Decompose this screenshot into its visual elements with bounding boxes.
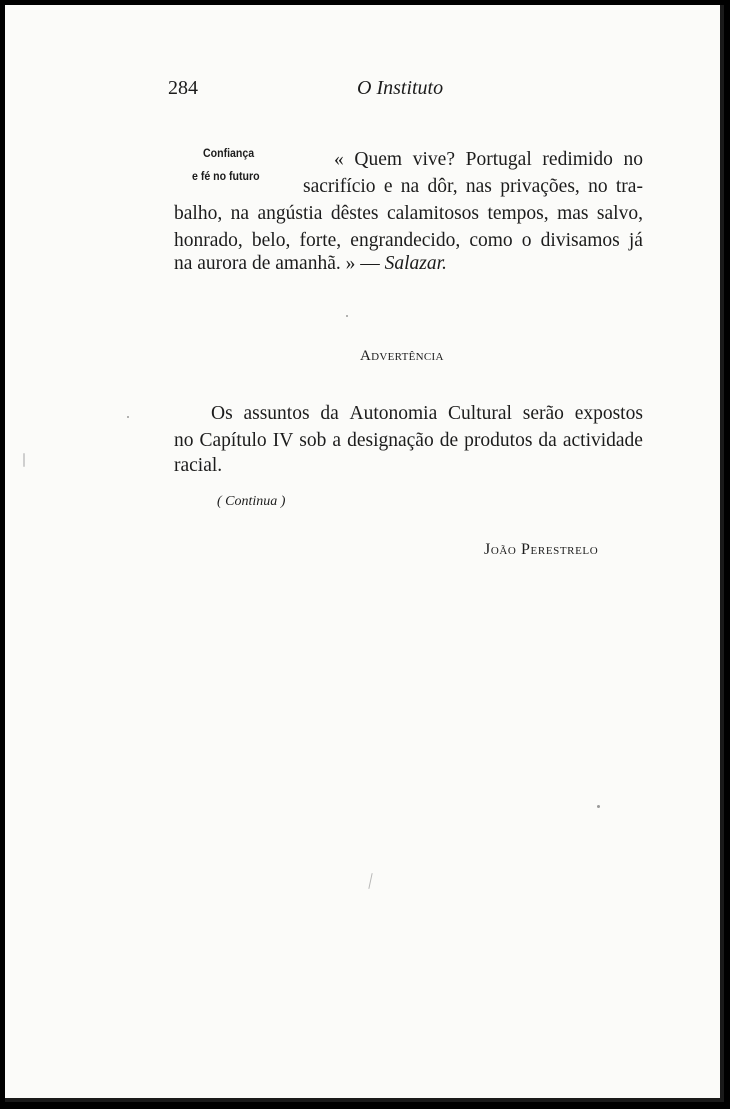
word: tempos,	[487, 203, 549, 224]
word: serão	[522, 403, 564, 424]
running-head: O Instituto	[357, 77, 444, 99]
side-note-line-2: e fé no futuro	[192, 171, 260, 183]
word: de	[439, 430, 459, 451]
document-page	[5, 5, 724, 1102]
word: engrandecido,	[350, 230, 461, 251]
word: Autonomia	[349, 403, 438, 424]
word: Quem	[354, 149, 403, 170]
word: e	[383, 176, 393, 197]
word: privações,	[500, 176, 580, 197]
word: designação	[347, 430, 434, 451]
word: belo,	[251, 230, 291, 251]
word: salvo,	[596, 203, 643, 224]
paper-speck	[346, 315, 348, 317]
word: balho,	[174, 203, 223, 224]
quote-line-3	[174, 201, 643, 227]
paragraph-line-1	[211, 401, 643, 427]
word: na	[400, 176, 420, 197]
word: sacrifício	[303, 176, 376, 197]
word: sob	[299, 430, 327, 451]
paper-speck	[23, 453, 25, 467]
word: produtos	[464, 430, 533, 451]
word: dêstes	[330, 203, 379, 224]
word: dôr,	[427, 176, 458, 197]
word: forte,	[299, 230, 342, 251]
paper-speck	[368, 873, 372, 889]
section-title: Advertência	[360, 348, 444, 364]
page-number: 284	[168, 77, 198, 99]
word: mas	[557, 203, 589, 224]
word: Cultural	[448, 403, 512, 424]
word: no	[588, 176, 608, 197]
word: o	[521, 230, 532, 251]
word: no	[174, 430, 194, 451]
word: Os	[211, 403, 233, 424]
word: da	[320, 403, 339, 424]
author-signature: João Perestrelo	[484, 541, 599, 558]
word: IV	[272, 430, 294, 451]
word: calamitosos	[386, 203, 480, 224]
paper-speck	[597, 805, 600, 808]
word: como	[469, 230, 513, 251]
word: expostos	[574, 403, 643, 424]
word: angústia	[257, 203, 323, 224]
word: Capítulo	[199, 430, 267, 451]
quote-line-5	[174, 251, 447, 277]
quote-author: Salazar.	[384, 253, 447, 274]
word: vive?	[412, 149, 455, 170]
word: no	[623, 149, 643, 170]
paragraph-line-2	[174, 428, 643, 454]
word: Portugal	[465, 149, 532, 170]
paper-speck	[127, 416, 129, 418]
word: «	[334, 149, 344, 170]
word: a	[332, 430, 342, 451]
word: actividade	[562, 430, 643, 451]
quote-line-1	[334, 147, 643, 173]
word: já	[628, 230, 643, 251]
paragraph-line-3: racial.	[174, 455, 223, 476]
word: redimido	[542, 149, 613, 170]
word: tra-	[615, 176, 643, 197]
side-note-line-1: Confiança	[203, 148, 255, 160]
word: da	[538, 430, 557, 451]
continua-note: ( Continua )	[217, 494, 286, 509]
word: na	[230, 203, 250, 224]
word: honrado,	[174, 230, 243, 251]
word: divisamos	[540, 230, 620, 251]
word: assuntos	[243, 403, 310, 424]
quote-line-2	[303, 174, 643, 200]
word: nas	[465, 176, 492, 197]
quote-last-line-text: na aurora de amanhã. » —	[174, 253, 385, 274]
